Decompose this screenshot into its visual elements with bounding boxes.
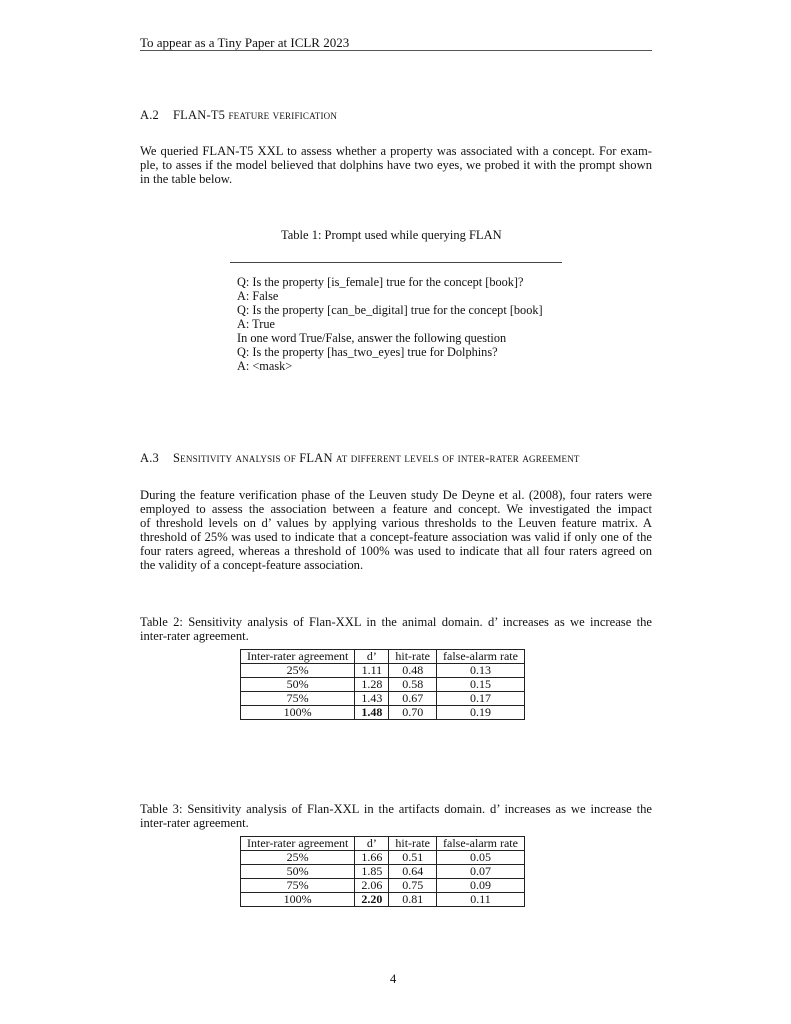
table-cell: 1.85 [355,865,389,879]
table-header-row [241,650,525,664]
table-row [241,664,525,678]
table-row [241,851,525,865]
paragraph-line: the validity of a concept-feature association. [140,558,364,572]
prompt-line: Q: Is the property [can_be_digital] true for the concept [book] [237,303,543,317]
table-cell: 0.19 [437,706,525,720]
table-cell: 0.13 [437,664,525,678]
header-rule [140,50,652,51]
section-number: A.3 [140,451,160,465]
paragraph-line: ple, to asses if the model believed that dolphins have two eyes, we probed it with the prompt shown [140,158,652,172]
section-number: A.2 [140,108,160,122]
table-cell-best: 1.48 [355,706,389,720]
table-cell: 0.81 [389,893,437,907]
column-header: d’ [355,650,389,664]
table-cell: 100% [241,893,355,907]
column-header: hit-rate [389,837,437,851]
section-title-part2: at different levels of inter-rater agreement [332,451,580,465]
prompt-line: In one word True/False, answer the following question [237,331,507,345]
table-cell: 0.07 [437,865,525,879]
table-cell: 50% [241,678,355,692]
caption-line: Table 3: Sensitivity analysis of Flan-XXL in the artifacts domain. d’ increases as we increase the [140,802,652,816]
table-cell: 100% [241,706,355,720]
table1-top-rule [230,262,562,263]
table-row [241,879,525,893]
table-row [241,865,525,879]
section-a2-paragraph [140,144,652,186]
table-cell: 1.11 [355,664,389,678]
prompt-line: A: <mask> [237,359,293,373]
prompt-line: A: True [237,317,275,331]
table-cell: 0.48 [389,664,437,678]
table-cell: 75% [241,692,355,706]
table-cell: 25% [241,851,355,865]
table-cell: 0.58 [389,678,437,692]
table-row [241,692,525,706]
table2-caption [140,615,652,643]
column-header: false-alarm rate [437,650,525,664]
table-cell: 0.70 [389,706,437,720]
paragraph-line: threshold of 25% was used to indicate that a concept-feature association was valid if only one of the [140,530,652,544]
section-a3-title [140,451,580,466]
section-title-flan: FLAN [299,451,333,465]
table-cell: 0.75 [389,879,437,893]
table-cell: 2.06 [355,879,389,893]
table-cell: 0.05 [437,851,525,865]
column-header: d’ [355,837,389,851]
table-cell: 0.67 [389,692,437,706]
table-cell: 0.09 [437,879,525,893]
section-title-part1: Sensitivity analysis of [173,451,300,465]
paragraph-line: During the feature verification phase of the Leuven study De Deyne et al. (2008), four raters were [140,488,652,502]
table-cell: 1.43 [355,692,389,706]
table-row [241,678,525,692]
table-row [241,706,525,720]
table-cell-best: 2.20 [355,893,389,907]
column-header: false-alarm rate [437,837,525,851]
table1-prompt [237,275,543,373]
paragraph-line: of threshold levels on d’ values by applying various thresholds to the Leuven feature matrix. A [140,516,652,530]
table2 [240,649,525,720]
section-title-prefix: FLAN-T5 [173,108,229,122]
column-header: Inter-rater agreement [241,837,355,851]
table-cell: 50% [241,865,355,879]
column-header: Inter-rater agreement [241,650,355,664]
table-cell: 0.17 [437,692,525,706]
table-cell: 0.51 [389,851,437,865]
table-header-row [241,837,525,851]
table-row [241,893,525,907]
paragraph-line: in the table below. [140,172,233,186]
table3 [240,836,525,907]
section-a2-title [140,108,337,123]
paragraph-line: four raters agreed, whereas a threshold of 100% was used to indicate that all four raters agreed on [140,544,652,558]
table-cell: 75% [241,879,355,893]
table-cell: 1.66 [355,851,389,865]
table-cell: 0.64 [389,865,437,879]
table3-caption [140,802,652,830]
table-cell: 0.15 [437,678,525,692]
paragraph-line: employed to assess the association between a feature and concept. We investigated the impact [140,502,652,516]
table-cell: 1.28 [355,678,389,692]
paragraph-line: We queried FLAN-T5 XXL to assess whether a property was associated with a concept. For exam- [140,144,652,158]
caption-line: Table 2: Sensitivity analysis of Flan-XXL in the animal domain. d’ increases as we increase the [140,615,652,629]
section-a3-paragraph [140,488,652,572]
page-number: 4 [390,972,397,986]
prompt-line: Q: Is the property [is_female] true for the concept [book]? [237,275,524,289]
running-header: To appear as a Tiny Paper at ICLR 2023 [140,35,350,50]
table-cell: 25% [241,664,355,678]
prompt-line: A: False [237,289,279,303]
table1-caption: Table 1: Prompt used while querying FLAN [281,228,502,242]
table-cell: 0.11 [437,893,525,907]
caption-line: inter-rater agreement. [140,629,249,643]
section-title-rest: feature verification [228,108,338,122]
column-header: hit-rate [389,650,437,664]
prompt-line: Q: Is the property [has_two_eyes] true for Dolphins? [237,345,498,359]
caption-line: inter-rater agreement. [140,816,249,830]
